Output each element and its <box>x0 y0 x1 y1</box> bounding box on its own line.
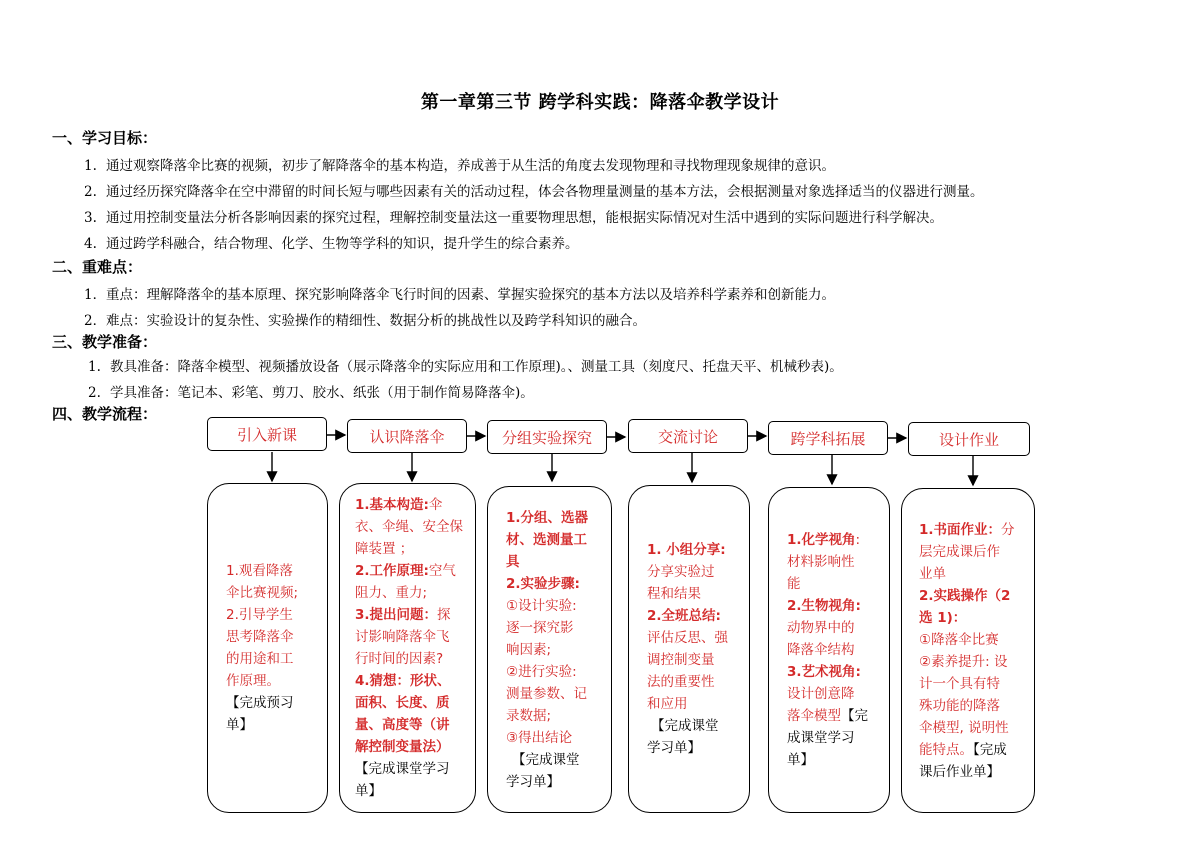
keypoint-num: 1． <box>84 287 107 303</box>
card-line: 伞比赛视频; <box>226 585 299 601</box>
card-intro <box>207 483 328 813</box>
section-heading-prep: 三、教学准备： <box>52 333 158 351</box>
card-line: ①设计实验: <box>506 597 577 614</box>
card-line: 1.观看降落 <box>226 563 293 579</box>
goal-text: 通过观察降落伞比赛的视频，初步了解降落伞的基本构造，养成善于从生活的角度去发现物理和寻找物理现象规律的意识。 <box>106 158 835 174</box>
card-line: 的用途和工 <box>226 651 294 667</box>
step-know-parachute: 认识降落伞 <box>347 419 467 453</box>
card-line: ②素养提升: 设 <box>919 653 1008 670</box>
card-heading: 具 <box>506 553 520 570</box>
card-line: 测量参数、记 <box>506 685 587 702</box>
card-line: 量、高度等（ <box>355 717 436 733</box>
card-line: 讲 <box>436 717 450 733</box>
card-task: 学习单】 <box>647 740 701 756</box>
card-heading: 材、选测量工 <box>506 531 587 548</box>
card-line: 法的重要性 <box>647 674 715 690</box>
card-line: 和应用 <box>647 696 688 712</box>
card-line: 响因素; <box>506 641 552 658</box>
card-line: 行时间的因素? <box>355 651 444 667</box>
goal-text: 通过用控制变量法分析各影响因素的探究过程，理解控制变量法这一重要物理思想，能根据实际情况对生活中遇到的实际问题进行科学解决。 <box>106 210 943 226</box>
card-line: 面积、长度、质 <box>355 695 450 711</box>
card-line: ②进行实验: <box>506 663 577 680</box>
card-heading: 2.生物视角: <box>787 598 861 614</box>
card-text: : <box>855 532 861 548</box>
card-task: 【完成预习 <box>226 695 294 711</box>
prep-text: 教具准备：降落伞模型、视频播放设备（展示降落伞的实际应用和工作原理)。、测量工具（刻度尺、托盘天平、机械秒表)。 <box>110 359 843 375</box>
section-heading-goals: 一、学习目标： <box>52 129 158 147</box>
card-heading: 1.书面作业： <box>919 521 1002 538</box>
card-task: 【完成课堂 <box>651 718 719 734</box>
keypoint-text: 重点：理解降落伞的基本原理、探究影响降落伞飞行时间的因素、掌握实验探究的基本方法以及培养科学素养和创新能力。 <box>106 287 835 303</box>
card-line: 录数据; <box>506 707 552 724</box>
keypoint-item-2 <box>84 309 646 329</box>
card-line: 解控制变量法） <box>355 739 450 755</box>
goal-item-3 <box>84 206 943 226</box>
card-line: 降落伞结构 <box>787 642 855 658</box>
card-line: 计一个具有特 <box>919 675 1000 692</box>
card-line: 设计创意降 <box>787 686 855 702</box>
card-task: 【完成 <box>973 741 1007 758</box>
card-heading: 选 1)： <box>919 609 967 626</box>
card-heading: 3.艺术视角: <box>787 664 861 680</box>
prep-num: 1. <box>88 359 101 375</box>
goal-num: 3. <box>84 210 97 226</box>
step-intro: 引入新课 <box>207 417 327 451</box>
card-line: 层完成课后作 <box>919 543 1000 560</box>
card-homework <box>901 488 1035 813</box>
card-line: 能 <box>787 576 801 592</box>
card-line: 思考降落伞 <box>226 629 294 645</box>
card-line: 阻力、重力; <box>355 585 428 601</box>
card-heading: 2.实验步骤: <box>506 575 580 592</box>
card-task: 成课堂学习 <box>787 730 855 746</box>
card-know-parachute <box>339 483 476 813</box>
card-line: 障装置 ； <box>355 541 414 557</box>
card-line: ③得出结论 <box>506 729 573 746</box>
goal-item-4 <box>84 232 579 252</box>
card-line: 逐一探究影 <box>506 619 574 636</box>
card-line: 2.引导学生 <box>226 607 293 623</box>
keypoint-item-1 <box>84 283 835 303</box>
card-line: 程和结果 <box>647 586 701 602</box>
card-line: 衣、伞绳、安全保 <box>355 519 463 535</box>
card-heading: 2.工作原理: <box>355 563 429 579</box>
goal-text: 通过跨学科融合，结合物理、化学、生物等学科的知识，提升学生的综合素养。 <box>106 236 579 252</box>
section-heading-keypoints: 二、重难点： <box>52 258 143 276</box>
card-discussion <box>628 485 750 813</box>
prep-item-2 <box>88 381 534 401</box>
card-line: 动物界中的 <box>787 620 855 636</box>
card-line: 落伞模型 <box>787 708 841 724</box>
step-interdisciplinary: 跨学科拓展 <box>768 421 888 455</box>
card-heading: 1. 小组分享: <box>647 542 726 558</box>
section-heading-flow: 四、教学流程： <box>52 405 158 423</box>
card-task: 【完成课堂学习 <box>355 761 450 777</box>
card-heading: 2.实践操作（2 <box>919 587 1011 604</box>
card-line: 分享实验过 <box>647 564 715 580</box>
goal-num: 2. <box>84 184 97 200</box>
goal-item-1 <box>84 154 835 174</box>
goal-item-2 <box>84 180 984 200</box>
card-task: 课后作业单】 <box>919 763 1000 780</box>
card-text: 伞 <box>428 497 443 513</box>
card-line: 评估反思、强 <box>647 630 728 646</box>
prep-item-1 <box>88 355 843 375</box>
card-interdisciplinary <box>768 487 890 813</box>
card-line: 作原理。 <box>226 673 280 689</box>
card-group-experiment <box>487 486 612 813</box>
card-heading: 4.猜想：形状、 <box>355 673 451 689</box>
card-task: 学习单】 <box>506 773 560 790</box>
keypoint-num: 2． <box>84 313 107 329</box>
step-discussion: 交流讨论 <box>628 419 748 453</box>
card-line: 能特点。 <box>919 741 973 758</box>
card-task: 【完成课堂 <box>512 751 580 768</box>
page-title: 第一章第三节 跨学科实践：降落伞教学设计 <box>420 92 780 113</box>
step-homework: 设计作业 <box>908 422 1030 456</box>
card-text: 探 <box>437 607 451 623</box>
card-line: 讨影响降落伞飞 <box>355 629 450 645</box>
goal-num: 1. <box>84 158 97 174</box>
card-heading: 1.基本构造: <box>355 497 429 513</box>
card-heading: 3.提出问题： <box>355 607 438 623</box>
card-task: 【完 <box>841 708 868 724</box>
goal-text: 通过经历探究降落伞在空中滞留的时间长短与哪些因素有关的活动过程，体会各物理量测量的基本方法，会根据测量对象选择适当的仪器进行测量。 <box>106 184 984 200</box>
card-task: 单】 <box>226 717 253 733</box>
card-line: 调控制变量 <box>647 652 715 668</box>
card-line: 材料影响性 <box>787 554 855 570</box>
card-line: 业单 <box>919 565 946 582</box>
card-task: 单】 <box>355 783 382 799</box>
card-task: 单】 <box>787 752 814 768</box>
prep-text: 学具准备：笔记本、彩笔、剪刀、胶水、纸张（用于制作简易降落伞)。 <box>110 385 534 401</box>
keypoint-text: 难点：实验设计的复杂性、实验操作的精细性、数据分析的挑战性以及跨学科知识的融合。 <box>106 313 646 329</box>
card-text: 分 <box>1001 521 1015 538</box>
prep-num: 2. <box>88 385 101 401</box>
card-line: ①降落伞比赛 <box>919 631 999 648</box>
card-heading: 1.分组、选器 <box>506 509 589 526</box>
card-line: 殊功能的降落 <box>919 697 1000 714</box>
card-line: 伞模型, 说明性 <box>919 719 1009 736</box>
card-heading: 1.化学视角 <box>787 532 856 548</box>
card-heading: 2.全班总结: <box>647 608 721 624</box>
card-text: 空气 <box>428 563 456 579</box>
goal-num: 4. <box>84 236 97 252</box>
step-group-experiment: 分组实验探究 <box>487 420 607 454</box>
